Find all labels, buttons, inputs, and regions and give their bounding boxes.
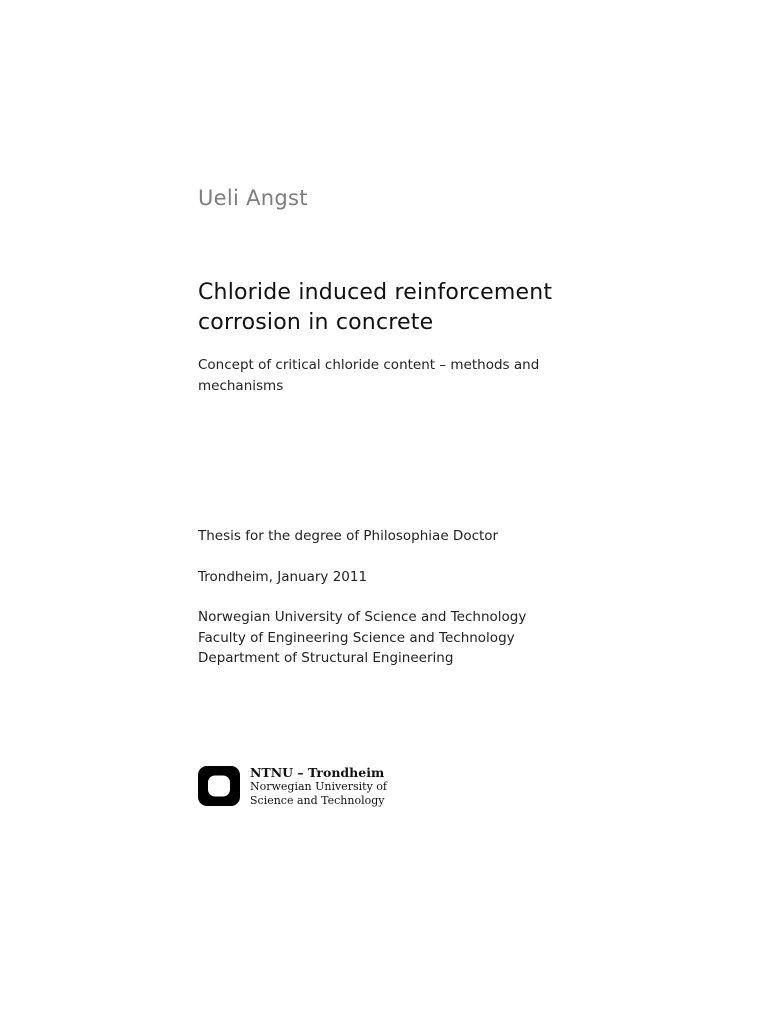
place-date: Trondheim, January 2011 (198, 569, 368, 585)
logo-line-3: Science and Technology (250, 794, 385, 807)
logo-line-1: NTNU – Trondheim (250, 765, 385, 780)
subtitle-line-2: mechanisms (198, 378, 284, 394)
subtitle-line-1: Concept of critical chloride content – methods and (198, 357, 540, 373)
university-name: Norwegian University of Science and Technology (198, 609, 527, 625)
author-name: Ueli Angst (198, 186, 308, 210)
faculty-name: Faculty of Engineering Science and Technology (198, 629, 515, 646)
department-name: Department of Structural Engineering (198, 650, 454, 666)
ntnu-logo-icon (198, 766, 240, 806)
ntnu-logo (198, 765, 418, 809)
logo-line-2: Norwegian University of (250, 780, 387, 793)
thesis-title (198, 278, 618, 338)
degree-statement: Thesis for the degree of Philosophiae Doctor (198, 528, 499, 544)
title-line-2: corrosion in concrete (198, 310, 434, 335)
title-line-1: Chloride induced reinforcement (198, 280, 553, 305)
logo-text (250, 765, 387, 808)
institution-block (198, 607, 526, 669)
thesis-subtitle (198, 355, 578, 397)
